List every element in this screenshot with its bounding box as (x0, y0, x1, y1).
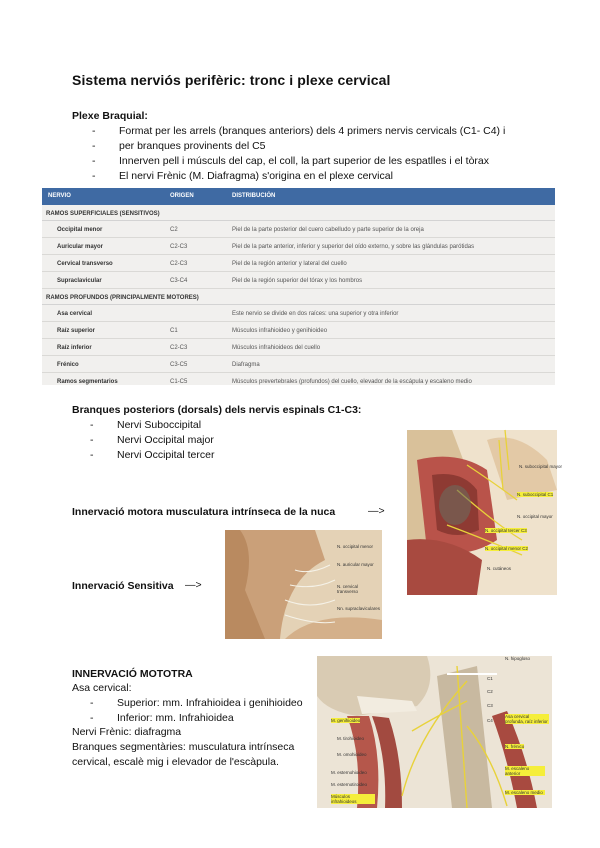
list-item: - Inferior: mm. Infrahioidea (90, 711, 320, 726)
table-row: Raíz superior C1 Músculos infrahioideo y genihioideo (42, 322, 555, 339)
table-row: Ramos segmentarios C1-C5 Músculos prevertebrales (profundos) del cuello, elevador de la escápula y escaleno medio (57, 379, 472, 385)
list-item: - Superior: mm. Infrahioidea i genihioideo (90, 696, 320, 711)
figure-label: N. suboccipital C1 (517, 492, 554, 497)
figure-label: M. omohioideo (337, 752, 367, 757)
figure-label: C1 (487, 676, 493, 681)
posterior-heading: Branques posteriors (dorsals) dels nervis espinals C1-C3: (72, 404, 362, 416)
asa-cervical-label: Asa cervical: (72, 682, 132, 694)
column-header: ORIGEN (170, 193, 194, 199)
table-section-title: RAMOS SUPERFICIALES (SENSITIVOS) (42, 205, 555, 221)
figure-label: M. escaleno anterior (505, 766, 545, 776)
figure-label: M. tirohioideo (337, 736, 365, 741)
figure-label: C4 (487, 718, 493, 723)
list-item: - Nervi Suboccipital (90, 418, 390, 433)
table-row: Asa cervical Este nervio se divide en dos raíces: una superior y otra inferior (42, 305, 555, 322)
figure-label: Asa cervical profunda, raíz inferior (505, 714, 548, 724)
motor-heading: INNERVACIÓ MOTOTRA (72, 668, 193, 680)
arrow-right-icon: —> (368, 505, 385, 517)
nerve-table (42, 188, 555, 385)
figure-label: M. esternotiroideo (331, 782, 368, 787)
figure-label: N. occipital menor C2 (485, 546, 529, 551)
cervical-plexus-motor-figure (317, 656, 552, 808)
cervical-sensory-figure (225, 530, 382, 639)
figure-label: N. cutáneos (487, 566, 512, 571)
table-section-title: RAMOS PROFUNDOS (PRINCIPALMENTE MOTORES) (42, 289, 555, 305)
list-item: - Nervi Occipital major (90, 433, 390, 448)
figure-label: Nn. supraclaviculares (337, 606, 381, 611)
table-row: Occipital menor C2 Piel de la parte posterior del cuero cabelludo y parte superior de la oreja (42, 221, 555, 238)
figure-label: N. frénico (505, 744, 525, 749)
table-row: Auricular mayor C2-C3 Piel de la parte anterior, inferior y superior del oído externo, y sobre las glándulas parótidas (42, 238, 555, 255)
figure-label: N. auricular mayor (337, 562, 374, 567)
figure-label: C3 (487, 703, 493, 708)
table-row: Cervical transverso C2-C3 Piel de la región anterior y lateral del cuello (42, 255, 555, 272)
posterior-list (90, 418, 390, 463)
figure-label: M. esternohioideo (331, 770, 367, 775)
table-row: Supraclavicular C3-C4 Piel de la región superior del tórax y los hombros (42, 272, 555, 289)
list-item: - Nervi Occipital tercer (90, 448, 390, 463)
list-item: - Format per les arrels (branques anteriors) dels 4 primers nervis cervicals (C1- C4) i (92, 124, 552, 139)
figure-label: N. cervical transverso (337, 584, 359, 594)
figure-label: N. suboccipital mayor (519, 464, 563, 469)
list-item: - El nervi Frènic (M. Diafragma) s'origina en el plexe cervical (92, 169, 552, 184)
table-header (42, 188, 555, 205)
text-line: cervical, escalè mig i elevador de l'escàpula. (72, 756, 279, 768)
figure-label: N. occipital tercer C3 (485, 528, 527, 533)
plexe-heading: Plexe Braquial: (72, 110, 148, 122)
figure-label: M. escaleno medio (505, 790, 545, 795)
column-header: NERVIO (48, 193, 71, 199)
sensory-innervation-label: Innervació Sensitiva (72, 580, 174, 592)
figure-label: N. occipital mayor (517, 514, 553, 519)
nuca-illustration (407, 430, 557, 595)
page-title: Sistema nerviós perifèric: tronc i plexe cervical (72, 72, 391, 88)
figure-label: C2 (487, 689, 493, 694)
suboccipital-nerves-figure (407, 430, 563, 595)
figure-label: N. hipogloso (505, 656, 531, 661)
plexe-list (92, 124, 552, 184)
figure-label: M. genihioideo (331, 718, 361, 723)
text-line: Branques segmentàries: musculatura intrínseca (72, 741, 295, 753)
list-item: - Innerven pell i músculs del cap, el coll, la part superior de les espatlles i el tòrax (92, 154, 552, 169)
list-item-continuation: - per branques provinents del C5 (92, 139, 552, 154)
asa-cervical-list (90, 696, 320, 726)
motor-innervation-label: Innervació motora musculatura intrínseca de la nuca (72, 506, 336, 518)
text-line: Nervi Frènic: diafragma (72, 726, 182, 738)
table-row: Raíz inferior C2-C3 Músculos infrahioideos del cuello (42, 339, 555, 356)
table-row: Frénico C3-C5 Diafragma (42, 356, 555, 373)
arrow-right-icon: —> (185, 579, 202, 591)
column-header: DISTRIBUCIÓN (232, 193, 276, 199)
figure-label: N. occipital menor (337, 544, 374, 549)
figure-label: Músculos infrahioideos (331, 794, 375, 804)
